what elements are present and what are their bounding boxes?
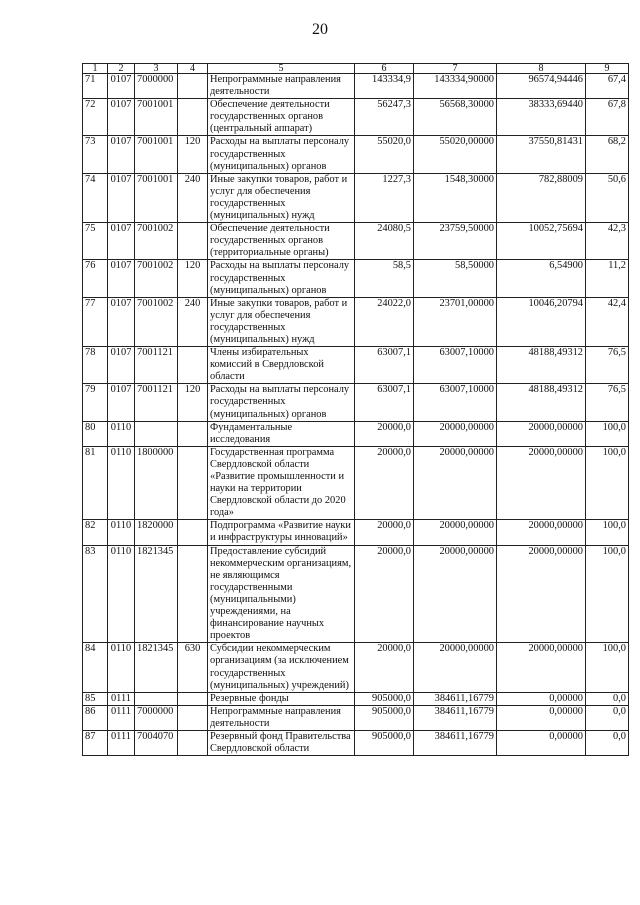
row-number-cell: 85 xyxy=(83,692,108,705)
refined-amount-cell: 20000,00000 xyxy=(414,520,497,545)
planned-amount-cell: 56247,3 xyxy=(355,99,414,136)
item-name-cell: Непрограммные направления деятельности xyxy=(208,705,355,730)
row-number-cell: 71 xyxy=(83,74,108,99)
row-number-cell: 74 xyxy=(83,173,108,222)
table-row xyxy=(83,223,629,260)
section-code-cell: 0110 xyxy=(108,545,135,643)
target-code-cell: 1821345 xyxy=(135,643,178,692)
target-code-cell: 7004070 xyxy=(135,730,178,755)
item-name-cell: Резервные фонды xyxy=(208,692,355,705)
column-header: 5 xyxy=(208,64,355,74)
refined-amount-cell: 55020,00000 xyxy=(414,136,497,173)
row-number-cell: 81 xyxy=(83,446,108,520)
item-name-cell: Фундаментальные исследования xyxy=(208,421,355,446)
executed-amount-cell: 782,88009 xyxy=(497,173,586,222)
section-code-cell: 0110 xyxy=(108,643,135,692)
expense-type-cell xyxy=(178,223,208,260)
executed-amount-cell: 10052,75694 xyxy=(497,223,586,260)
table-row xyxy=(83,384,629,421)
section-code-cell: 0110 xyxy=(108,446,135,520)
item-name-cell: Иные закупки товаров, работ и услуг для обеспечения государственных (муниципальных) нужд xyxy=(208,173,355,222)
percent-cell: 0,0 xyxy=(586,730,629,755)
row-number-cell: 87 xyxy=(83,730,108,755)
row-number-cell: 78 xyxy=(83,347,108,384)
executed-amount-cell: 0,00000 xyxy=(497,692,586,705)
table-row xyxy=(83,173,629,222)
section-code-cell: 0110 xyxy=(108,520,135,545)
row-number-cell: 76 xyxy=(83,260,108,297)
table-row xyxy=(83,692,629,705)
percent-cell: 76,5 xyxy=(586,347,629,384)
target-code-cell: 7001002 xyxy=(135,297,178,346)
refined-amount-cell: 63007,10000 xyxy=(414,384,497,421)
target-code-cell xyxy=(135,692,178,705)
target-code-cell xyxy=(135,421,178,446)
refined-amount-cell: 384611,16779 xyxy=(414,705,497,730)
row-number-cell: 77 xyxy=(83,297,108,346)
row-number-cell: 83 xyxy=(83,545,108,643)
executed-amount-cell: 48188,49312 xyxy=(497,384,586,421)
refined-amount-cell: 384611,16779 xyxy=(414,692,497,705)
table-row xyxy=(83,520,629,545)
percent-cell: 0,0 xyxy=(586,705,629,730)
item-name-cell: Предоставление субсидий некоммерческим организациям, не являющимся государственными (муниципальными) учреждениями, на финансирование научных проектов xyxy=(208,545,355,643)
expense-type-cell xyxy=(178,74,208,99)
item-name-cell: Субсидии некоммерческим организациям (за исключением государственных (муниципальных) учреждений) xyxy=(208,643,355,692)
section-code-cell: 0111 xyxy=(108,692,135,705)
target-code-cell: 7001001 xyxy=(135,99,178,136)
item-name-cell: Подпрограмма «Развитие науки и инфраструктуры инноваций» xyxy=(208,520,355,545)
row-number-cell: 82 xyxy=(83,520,108,545)
row-number-cell: 86 xyxy=(83,705,108,730)
expense-type-cell: 120 xyxy=(178,260,208,297)
column-header: 7 xyxy=(414,64,497,74)
column-header: 3 xyxy=(135,64,178,74)
executed-amount-cell: 38333,69440 xyxy=(497,99,586,136)
expense-type-cell xyxy=(178,446,208,520)
target-code-cell: 7001002 xyxy=(135,260,178,297)
expense-type-cell: 630 xyxy=(178,643,208,692)
planned-amount-cell: 20000,0 xyxy=(355,520,414,545)
refined-amount-cell: 20000,00000 xyxy=(414,446,497,520)
executed-amount-cell: 6,54900 xyxy=(497,260,586,297)
planned-amount-cell: 20000,0 xyxy=(355,446,414,520)
expense-type-cell xyxy=(178,692,208,705)
section-code-cell: 0107 xyxy=(108,74,135,99)
section-code-cell: 0107 xyxy=(108,136,135,173)
planned-amount-cell: 905000,0 xyxy=(355,705,414,730)
target-code-cell: 7001002 xyxy=(135,223,178,260)
percent-cell: 100,0 xyxy=(586,545,629,643)
target-code-cell: 7001001 xyxy=(135,136,178,173)
column-header: 9 xyxy=(586,64,629,74)
item-name-cell: Резервный фонд Правительства Свердловской области xyxy=(208,730,355,755)
table-row xyxy=(83,446,629,520)
executed-amount-cell: 20000,00000 xyxy=(497,446,586,520)
expense-type-cell xyxy=(178,99,208,136)
refined-amount-cell: 56568,30000 xyxy=(414,99,497,136)
table-row xyxy=(83,643,629,692)
row-number-cell: 72 xyxy=(83,99,108,136)
percent-cell: 42,3 xyxy=(586,223,629,260)
executed-amount-cell: 10046,20794 xyxy=(497,297,586,346)
refined-amount-cell: 1548,30000 xyxy=(414,173,497,222)
refined-amount-cell: 63007,10000 xyxy=(414,347,497,384)
row-number-cell: 75 xyxy=(83,223,108,260)
table-header-row xyxy=(83,64,629,74)
item-name-cell: Расходы на выплаты персоналу государственных (муниципальных) органов xyxy=(208,260,355,297)
percent-cell: 50,6 xyxy=(586,173,629,222)
target-code-cell: 7001121 xyxy=(135,384,178,421)
expense-type-cell xyxy=(178,421,208,446)
expense-type-cell xyxy=(178,705,208,730)
percent-cell: 0,0 xyxy=(586,692,629,705)
table-row xyxy=(83,297,629,346)
expense-type-cell: 120 xyxy=(178,384,208,421)
column-header: 1 xyxy=(83,64,108,74)
executed-amount-cell: 20000,00000 xyxy=(497,421,586,446)
table-row xyxy=(83,545,629,643)
planned-amount-cell: 63007,1 xyxy=(355,384,414,421)
percent-cell: 100,0 xyxy=(586,520,629,545)
expense-type-cell xyxy=(178,347,208,384)
percent-cell: 67,8 xyxy=(586,99,629,136)
target-code-cell: 1821345 xyxy=(135,545,178,643)
table-row xyxy=(83,705,629,730)
section-code-cell: 0111 xyxy=(108,730,135,755)
expense-type-cell xyxy=(178,520,208,545)
item-name-cell: Расходы на выплаты персоналу государственных (муниципальных) органов xyxy=(208,136,355,173)
row-number-cell: 79 xyxy=(83,384,108,421)
planned-amount-cell: 55020,0 xyxy=(355,136,414,173)
row-number-cell: 73 xyxy=(83,136,108,173)
percent-cell: 100,0 xyxy=(586,643,629,692)
percent-cell: 68,2 xyxy=(586,136,629,173)
table-row xyxy=(83,347,629,384)
planned-amount-cell: 58,5 xyxy=(355,260,414,297)
item-name-cell: Государственная программа Свердловской области «Развитие промышленности и науки на территории Свердловской области до 2020 года» xyxy=(208,446,355,520)
section-code-cell: 0107 xyxy=(108,260,135,297)
section-code-cell: 0107 xyxy=(108,384,135,421)
planned-amount-cell: 20000,0 xyxy=(355,643,414,692)
row-number-cell: 80 xyxy=(83,421,108,446)
page-number: 20 xyxy=(312,21,328,38)
planned-amount-cell: 1227,3 xyxy=(355,173,414,222)
executed-amount-cell: 48188,49312 xyxy=(497,347,586,384)
refined-amount-cell: 20000,00000 xyxy=(414,421,497,446)
row-number-cell: 84 xyxy=(83,643,108,692)
executed-amount-cell: 37550,81431 xyxy=(497,136,586,173)
target-code-cell: 7001121 xyxy=(135,347,178,384)
target-code-cell: 7000000 xyxy=(135,74,178,99)
refined-amount-cell: 23759,50000 xyxy=(414,223,497,260)
refined-amount-cell: 384611,16779 xyxy=(414,730,497,755)
table-row xyxy=(83,136,629,173)
planned-amount-cell: 63007,1 xyxy=(355,347,414,384)
refined-amount-cell: 143334,90000 xyxy=(414,74,497,99)
executed-amount-cell: 0,00000 xyxy=(497,705,586,730)
planned-amount-cell: 20000,0 xyxy=(355,421,414,446)
table-row xyxy=(83,74,629,99)
section-code-cell: 0107 xyxy=(108,99,135,136)
table-row xyxy=(83,99,629,136)
column-header: 6 xyxy=(355,64,414,74)
budget-table xyxy=(82,63,629,756)
percent-cell: 42,4 xyxy=(586,297,629,346)
percent-cell: 100,0 xyxy=(586,446,629,520)
refined-amount-cell: 23701,00000 xyxy=(414,297,497,346)
column-header: 8 xyxy=(497,64,586,74)
item-name-cell: Расходы на выплаты персоналу государственных (муниципальных) органов xyxy=(208,384,355,421)
target-code-cell: 1800000 xyxy=(135,446,178,520)
target-code-cell: 1820000 xyxy=(135,520,178,545)
item-name-cell: Члены избирательных комиссий в Свердловской области xyxy=(208,347,355,384)
planned-amount-cell: 905000,0 xyxy=(355,692,414,705)
planned-amount-cell: 24022,0 xyxy=(355,297,414,346)
expense-type-cell: 120 xyxy=(178,136,208,173)
executed-amount-cell: 0,00000 xyxy=(497,730,586,755)
section-code-cell: 0107 xyxy=(108,173,135,222)
expense-type-cell: 240 xyxy=(178,297,208,346)
percent-cell: 76,5 xyxy=(586,384,629,421)
table-row xyxy=(83,421,629,446)
item-name-cell: Иные закупки товаров, работ и услуг для обеспечения государственных (муниципальных) нужд xyxy=(208,297,355,346)
section-code-cell: 0107 xyxy=(108,347,135,384)
section-code-cell: 0107 xyxy=(108,223,135,260)
section-code-cell: 0110 xyxy=(108,421,135,446)
column-header: 4 xyxy=(178,64,208,74)
planned-amount-cell: 143334,9 xyxy=(355,74,414,99)
percent-cell: 100,0 xyxy=(586,421,629,446)
executed-amount-cell: 96574,94446 xyxy=(497,74,586,99)
refined-amount-cell: 20000,00000 xyxy=(414,643,497,692)
table-body xyxy=(83,64,629,756)
planned-amount-cell: 905000,0 xyxy=(355,730,414,755)
percent-cell: 67,4 xyxy=(586,74,629,99)
target-code-cell: 7001001 xyxy=(135,173,178,222)
expense-type-cell: 240 xyxy=(178,173,208,222)
table-row xyxy=(83,730,629,755)
expense-type-cell xyxy=(178,730,208,755)
item-name-cell: Обеспечение деятельности государственных органов (центральный аппарат) xyxy=(208,99,355,136)
section-code-cell: 0107 xyxy=(108,297,135,346)
executed-amount-cell: 20000,00000 xyxy=(497,545,586,643)
refined-amount-cell: 20000,00000 xyxy=(414,545,497,643)
executed-amount-cell: 20000,00000 xyxy=(497,520,586,545)
target-code-cell: 7000000 xyxy=(135,705,178,730)
section-code-cell: 0111 xyxy=(108,705,135,730)
percent-cell: 11,2 xyxy=(586,260,629,297)
executed-amount-cell: 20000,00000 xyxy=(497,643,586,692)
planned-amount-cell: 20000,0 xyxy=(355,545,414,643)
planned-amount-cell: 24080,5 xyxy=(355,223,414,260)
expense-type-cell xyxy=(178,545,208,643)
column-header: 2 xyxy=(108,64,135,74)
table-row xyxy=(83,260,629,297)
item-name-cell: Непрограммные направления деятельности xyxy=(208,74,355,99)
refined-amount-cell: 58,50000 xyxy=(414,260,497,297)
item-name-cell: Обеспечение деятельности государственных органов (территориальные органы) xyxy=(208,223,355,260)
